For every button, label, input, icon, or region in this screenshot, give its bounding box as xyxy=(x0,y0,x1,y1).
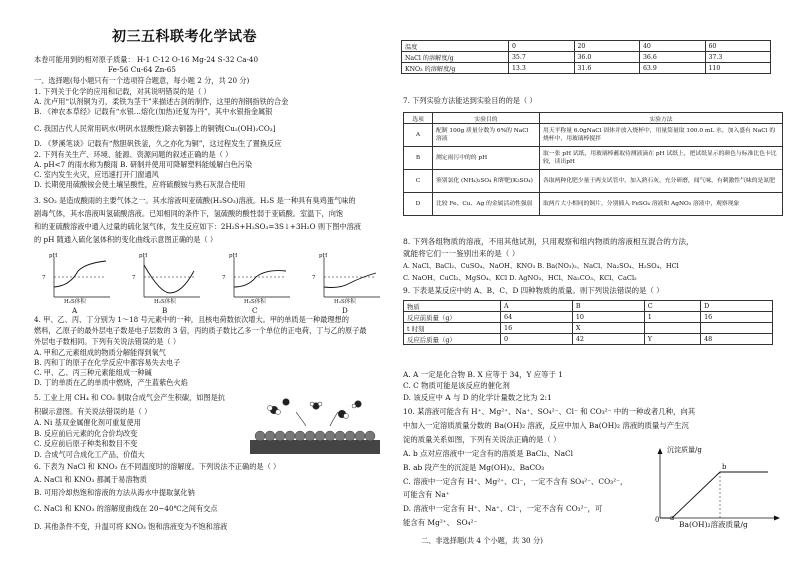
q3-option-a: A xyxy=(72,306,78,315)
table-cell: 37.3 xyxy=(705,52,771,63)
table-cell: t 时刻 xyxy=(404,323,501,334)
q3-line: 和的亚硫酸溶液中通入过量的硫化氢气体，发生反应如下：2H₂S+H₂SO₃=3S↓+3H₂O 则下图中溶液 xyxy=(34,222,361,231)
q10-line: B. ab 段产生的沉淀是 Mg(OH)₂、BaCO₃ xyxy=(403,463,545,472)
table-cell: 16 xyxy=(701,312,773,323)
q3-graph-d-xlabel: H₂S体积 xyxy=(334,299,356,305)
q4-line: 燃料，乙原子的最外层电子数是电子层数的 3 倍，丙的质子数比乙多一个单位的正电荷，丁与乙的原子最 xyxy=(34,326,367,335)
q6-line: B. 可用冷却热饱和溶液的方法从海水中提取氯化钠 xyxy=(34,488,195,497)
table-cell: 16 xyxy=(501,323,573,334)
table-cell: 110 xyxy=(705,63,771,74)
q10-line: 可能含有 Na⁺ xyxy=(403,490,450,499)
page-title: 初三五科联考化学试卷 xyxy=(112,29,257,45)
table-header: B xyxy=(572,301,644,312)
table-cell: 42 xyxy=(572,334,644,345)
q7-stem: 7. 下列实验方法能达到实验目的的是（ ） xyxy=(403,96,537,105)
q3-graph-c xyxy=(234,257,290,297)
table-cell: 31.6 xyxy=(574,63,640,74)
table-cell: 40 xyxy=(640,41,706,52)
q3-graph-d-seven: 7 xyxy=(312,275,316,281)
table-cell: 比较 Fe、Cu、Ag 的金属活动性强弱 xyxy=(433,193,540,216)
table-cell: 反应前质量（g） xyxy=(404,312,501,323)
table-row xyxy=(404,312,773,323)
table-cell: D xyxy=(404,193,433,216)
q10-graph-b: b xyxy=(722,463,727,471)
table-header: 实验方法 xyxy=(540,113,783,124)
table-row xyxy=(404,334,773,345)
q8-line: C. NaOH、CuCl₂、MgSO₄、KCl D. AgNO₃、HCl、Na₂CO₃、KCl、CaCl₂ xyxy=(403,274,637,282)
q10-line: 能含有 Mg²⁺、 SO₄²⁻ xyxy=(403,518,478,527)
q3-graph-c-seven: 7 xyxy=(222,275,226,281)
q10-graph-origin: 0 xyxy=(655,516,660,524)
table-row xyxy=(404,147,783,170)
q3-graph-a xyxy=(54,257,110,297)
q9-table xyxy=(403,300,773,345)
q9-option-line: C. C 物质可能是该反应的催化剂 xyxy=(403,381,510,390)
table-cell: 36.0 xyxy=(574,52,640,63)
q9-option-line: D. 该反应中 A 与 D 的化学计量数之比为 2:1 xyxy=(403,393,552,402)
table-cell: 各取两种化肥少量于两支试管中，加入熟石灰，充分研磨，闻气味，有刺激性气味的是氮肥 xyxy=(540,170,783,193)
table-cell: 35.7 xyxy=(509,52,575,63)
table-cell: X xyxy=(572,323,644,334)
q2-line: D. 长期使用硫酸铵会使土壤呈酸性，应将硫酸铵与熟石灰混合使用 xyxy=(34,180,246,189)
table-cell: 36.6 xyxy=(640,52,706,63)
q3-graph-d xyxy=(324,257,380,297)
q3-graph-d-ylabel: pH xyxy=(319,253,328,259)
q5-line: 积碳示意图。有关说法错误的是（ ） xyxy=(34,407,152,416)
table-cell: NaCl 的溶解度/g xyxy=(402,52,509,63)
q6-line: 6. 下表为 NaCl 和 KNO₃ 在不同温度时的溶解度。下列说法不正确的是（ ） xyxy=(34,462,281,471)
q1-line: A. 沈卢用“以剂铜为刃，柔铁为茎干”来描述古剑的制作，这里的剂钢指铁的合金 xyxy=(34,97,289,106)
q4-line: D. 丁的单质在乙的单质中燃烧，产生蓝紫色火焰 xyxy=(34,378,188,387)
table-cell: 48 xyxy=(701,334,773,345)
q10-line: 10. 某溶液可能含有 H⁺、Mg²⁺、Na⁺、SO₄²⁻、Cl⁻ 和 CO₃²⁻ 中的一种或者几种，向其 xyxy=(403,407,696,416)
q5-line: A. Ni 基双金属催化剂可重复使用 xyxy=(34,418,141,427)
q3-graph-c-xlabel: H₂S体积 xyxy=(244,299,266,305)
table-cell: 63.9 xyxy=(640,63,706,74)
q5-line: B. 反应前后元素的化合价均改变 xyxy=(34,429,138,438)
table-header: 选项 xyxy=(404,113,433,124)
q10-line: 中加入一定溶质质量分数的 Ba(OH)₂ 溶液，反应中加入 Ba(OH)₂ 溶液的质量与产生沉 xyxy=(403,421,689,430)
q6-line: A. NaCl 和 KNO₃ 都属于易溶物质 xyxy=(34,475,147,484)
table-row xyxy=(402,63,771,74)
q8-line: 就能将它们一一鉴别出来的是（ ） xyxy=(403,249,520,258)
q3-graph-b-seven: 7 xyxy=(132,275,136,281)
table-header: 实验目的 xyxy=(433,113,540,124)
q4-line: A. 甲和乙元素组成的物质分解能得到氧气 xyxy=(34,348,166,357)
q3-graph-a-seven: 7 xyxy=(42,275,46,281)
q3-graph-c-ylabel: pH xyxy=(229,253,238,259)
q4-line: 4. 甲、乙、丙、丁分别为 1～18 号元素中的一种，且核电荷数依次增大。甲的单质是一种最理想的 xyxy=(34,315,349,324)
q3-line: 3. SO₂ 是造成酸雨的主要气体之一。其水溶液叫亚硫酸(H₂SO₃)溶液。H₂S 是一种具有臭鸡蛋气味的 xyxy=(34,196,356,205)
table-cell: 1 xyxy=(644,312,700,323)
q3-option-b: B xyxy=(162,306,168,315)
table-cell: 20 xyxy=(574,41,640,52)
table-row xyxy=(402,41,771,52)
q9-stem: 9. 下表是某反应中的 A、B、C、D 四种物质的质量。则下列说法错误的是（ ） xyxy=(403,286,664,295)
table-cell: 温度 xyxy=(402,41,509,52)
q2-line: C. 室内发生火灾，应迅速打开门窗通风 xyxy=(34,170,159,179)
q5-line: C. 反应前后原子种类和数目不变 xyxy=(34,439,138,448)
section2-heading: 二、非选择题(共 4 个小题，共 30 分) xyxy=(421,536,543,545)
table-header: C xyxy=(644,301,700,312)
table-row xyxy=(402,52,771,63)
table-row xyxy=(404,170,783,193)
q1-line: B. 《神农本草经》记载有“水银…熔化(加热)还复为丹”，其中水银指金属银 xyxy=(34,107,273,116)
table-cell: A xyxy=(404,124,433,147)
q9-option-line: A. A 一定是化合物 B. X 应等于 34，Y 应等于 1 xyxy=(403,370,563,379)
table-cell: Y xyxy=(644,334,700,345)
table-cell: 配制 100g 质量分数为 6%的 NaCl 溶液 xyxy=(433,124,540,147)
table-row xyxy=(404,323,773,334)
atomic-masses-line1: 本卷可能用到的相对原子质量： H-1 C-12 O-16 Mg-24 S-32 Ca-40 xyxy=(34,55,259,64)
table-cell: 鉴别氯化 (NH₄)₂SO₄ 和钾肥(K₂SO₄) xyxy=(433,170,540,193)
q3-graph-a-xlabel: H₂S体积 xyxy=(64,299,86,305)
table-cell: 取一张 pH 试纸，用玻璃棒蘸取待测液滴在 pH 试纸上，把试纸显示的颜色与标准比色卡比较，读出pH xyxy=(540,147,783,170)
q10-line: C. 溶液中一定含有 H⁺、Mg²⁺、Cl⁻，一定不含有 SO₄²⁻、CO₃²⁻， xyxy=(403,477,628,486)
q2-line: 2. 下列有关生产、环境、能源、资源问题的叙述正确的是（ ） xyxy=(34,150,233,159)
q3-graph-b xyxy=(144,257,200,297)
q5-catalyst-figure xyxy=(246,392,386,460)
table-cell: 取两片大小相同的铜片，分别插入 FeSO₄ 溶液和 AgNO₃ 溶液中，观察现象 xyxy=(540,193,783,216)
solubility-table xyxy=(401,40,771,74)
q5-line: D. 合成气可合成化工产品，价值大 xyxy=(34,450,145,459)
q1-line: C. 我国古代人民常用矾水(明矾水显酸性)除去铜器上的铜锈[Cu₂(OH)₂CO₃] xyxy=(34,124,276,133)
table-cell: 10 xyxy=(572,312,644,323)
q10-graph-a: a xyxy=(670,514,675,522)
q4-line: C. 甲、乙、丙三种元素能组成一种碱 xyxy=(34,368,152,377)
table-header: D xyxy=(701,301,773,312)
q1-line: 1. 下列关于化学的应用和记载，对其说明错误的是（ ） xyxy=(34,87,211,96)
table-cell: B xyxy=(404,147,433,170)
q10-graph-ylabel: 沉淀质量/g xyxy=(667,446,702,454)
table-header: 物质 xyxy=(404,301,501,312)
q2-line: A. pH<7 的雨水称为酸雨 B. 研制并使用可降解塑料能缓解白色污染 xyxy=(34,160,253,169)
section1-heading: 一、选择题(每小题只有一个选项符合题意，每小题 2 分，共 20 分) xyxy=(34,76,250,85)
q10-line: D. 溶液中一定含有 H⁺、Na⁺、Cl⁻，一定不含有 CO₃²⁻，可 xyxy=(403,504,603,513)
table-cell: 用天平称量 6.0gNaCl 固体并放入烧杯中，用量筒量取 100.0 mL 水，加入盛有 NaCl 的烧杯中，用玻璃棒搅拌 xyxy=(540,124,783,147)
table-cell: KNO₃ 的溶解度/g xyxy=(402,63,509,74)
table-row xyxy=(404,124,783,147)
q1-line: D. 《梦溪笔谈》记载有“熬胆矾铁釜，久之亦化为铜”，这过程发生了置换反应 xyxy=(34,139,282,148)
q10-line: A. b 点对应溶液中一定含有的溶质是 BaCl₂、NaCl xyxy=(403,449,574,458)
q3-graph-a-ylabel: pH xyxy=(49,253,58,259)
q3-graph-b-ylabel: pH xyxy=(139,253,148,259)
q3-option-d: D xyxy=(342,306,348,315)
table-row xyxy=(404,301,773,312)
q4-line: 外层电子数相同。下列有关说法错误的是（ ） xyxy=(34,337,181,346)
q3-graph-b-xlabel: H₂S体积 xyxy=(154,299,176,305)
table-cell: 反应后质量（g） xyxy=(404,334,501,345)
table-cell: 64 xyxy=(501,312,573,323)
q8-line: A. NaCl、BaCl₂、CuSO₄、NaOH、KNO₃ B. Ba(NO₃)₂、NaCl、Na₂SO₄、H₂SO₄、HCl xyxy=(403,262,679,270)
table-cell xyxy=(701,323,773,334)
table-cell: 0 xyxy=(509,41,575,52)
q6-line: C. NaCl 和 KNO₃ 的溶解度曲线在 20~40℃之间有交点 xyxy=(34,504,218,513)
q10-graph-xlabel: Ba(OH)₂溶液质量/g xyxy=(679,520,748,529)
q3-line: 剧毒气体，其水溶液叫氢硫酸溶液。已知相同的条件下，氢硫酸的酸性弱于亚硫酸。室温下，向饱 xyxy=(34,209,344,218)
table-cell: 13.3 xyxy=(509,63,575,74)
q4-line: B. 丙和丁的原子在化学反应中都容易失去电子 xyxy=(34,358,181,367)
table-header: A xyxy=(501,301,573,312)
table-cell: 测定雨污中的的 pH xyxy=(433,147,540,170)
table-row xyxy=(404,193,783,216)
atomic-masses-line2: Fe-56 Cu-64 Zn-65 xyxy=(108,65,176,74)
q5-line: 5. 工业上用 CH₄ 和 CO₂ 制取合成气会产生积碳，如图是抗 xyxy=(34,393,225,402)
table-cell: 60 xyxy=(705,41,771,52)
q7-table xyxy=(403,112,783,216)
q6-line: D. 其他条件不变，升温可将 KNO₃ 饱和溶液变为不饱和溶液 xyxy=(34,522,228,531)
table-cell: 0 xyxy=(501,334,573,345)
table-cell xyxy=(644,323,700,334)
q10-line: 淀的质量关系如图，下列有关说法正确的是（ ） xyxy=(403,435,561,444)
table-cell: C xyxy=(404,170,433,193)
q8-line: 8. 下列各组物质的溶液，不用其他试剂，只用观察和组内物质的溶液相互混合的方法， xyxy=(403,237,694,246)
table-row xyxy=(404,113,783,124)
q5-figure-label: Ni基双金属催化剂 xyxy=(290,457,331,463)
q3-line: 的 pH 随通入硫化氢体积的变化曲线示意图正确的是（ ） xyxy=(34,235,218,244)
q3-option-c: C xyxy=(252,306,258,315)
